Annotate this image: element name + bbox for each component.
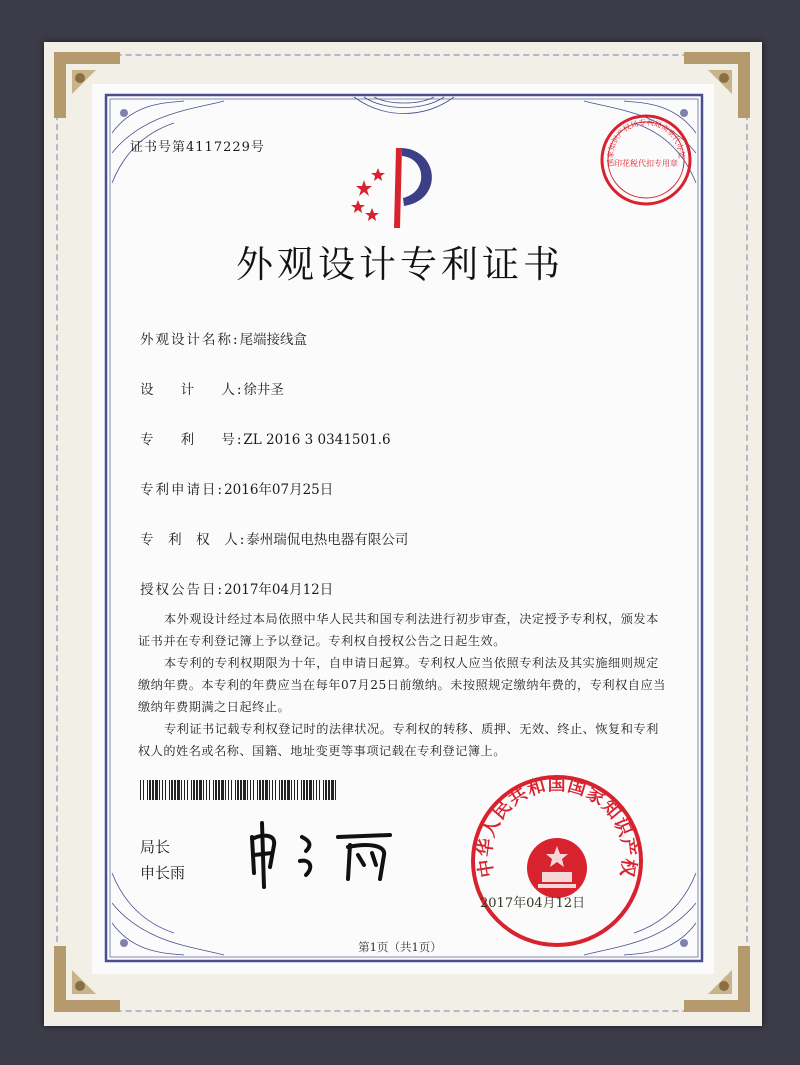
field-value: 尾端接线盒 [239, 332, 308, 348]
barcode-bar [240, 780, 242, 800]
handwritten-signature [240, 815, 410, 895]
field-value: 徐井圣 [243, 382, 284, 398]
barcode-bar [259, 780, 261, 800]
barcode-bar [287, 780, 290, 800]
barcode-bar [171, 780, 173, 800]
barcode-bar [169, 780, 170, 800]
barcode-bar [184, 780, 185, 800]
field-grant-date [140, 578, 333, 598]
barcode-bar [316, 780, 317, 800]
barcode-bar [301, 780, 302, 800]
barcode-bar [243, 780, 246, 800]
seal-text: 中华人民共和国国家知识产权 [474, 774, 640, 880]
barcode-bar [279, 780, 280, 800]
barcode-bar [174, 780, 176, 800]
barcode-bar [323, 780, 324, 800]
field-label: 专利申请日: [140, 482, 225, 498]
field-value: ZL 2016 3 0341501.6 [243, 432, 391, 448]
barcode-bar [325, 780, 327, 800]
barcode-bar [143, 780, 144, 800]
tax-stamp-seal [596, 110, 696, 210]
barcode-bar [213, 780, 214, 800]
field-label: 专 利 号: [140, 432, 244, 448]
body-paragraph-1: 本外观设计经过本局依照中华人民共和国专利法进行初步审查，决定授予专利权，颁发本证书并在专利登记簿上予以登记。专利权自授权公告之日起生效。 [138, 612, 659, 648]
barcode-bar [193, 780, 195, 800]
barcode-bar [199, 780, 202, 800]
seal-date: 2017年04月12日 [480, 896, 586, 911]
barcode-bar [221, 780, 224, 800]
barcode-bar [191, 780, 192, 800]
barcode-bar [294, 780, 295, 800]
body-paragraph-3: 专利证书记载专利权登记时的法律状况。专利权的转移、质押、无效、终止、恢复和专利权人的姓名或名称、国籍、地址变更等事项记载在专利登记簿上。 [138, 722, 659, 758]
barcode-bar [203, 780, 204, 800]
barcode [140, 780, 340, 800]
barcode-bar [237, 780, 239, 800]
barcode-bar [313, 780, 314, 800]
barcode-bar [319, 780, 320, 800]
barcode-bar [147, 780, 148, 800]
barcode-bar [247, 780, 248, 800]
barcode-bar [265, 780, 268, 800]
page-footer: 第1页（共1页） [358, 940, 442, 954]
field-value: 泰州瑞侃电热电器有限公司 [246, 532, 409, 548]
barcode-bar [257, 780, 258, 800]
field-designer [140, 378, 284, 398]
barcode-bar [331, 780, 334, 800]
barcode-bar [162, 780, 163, 800]
barcode-bar [159, 780, 160, 800]
barcode-bar [275, 780, 276, 800]
field-value: 2017年04月12日 [224, 582, 334, 598]
barcode-bar [181, 780, 182, 800]
barcode-bar [235, 780, 236, 800]
barcode-bar [196, 780, 198, 800]
field-label: 专 利 权 人: [140, 532, 247, 548]
barcode-bar [328, 780, 330, 800]
certificate-number: 证书号第4117229号 [130, 140, 265, 155]
barcode-bar [215, 780, 217, 800]
field-design-name [140, 328, 307, 348]
field-patentee [140, 528, 408, 548]
body-paragraph-2: 本专利的专利权期限为十年，自申请日起算。专利权人应当依照专利法及其实施细则规定缴纳年费。本专利的年费应当在每年07月25日前缴纳。未按照规定缴纳年费的，专利权自应当缴纳年费期满之日起终止。 [138, 656, 666, 714]
barcode-bar [262, 780, 264, 800]
field-label: 设 计 人: [140, 382, 244, 398]
barcode-bar [140, 780, 141, 800]
state-ipo-seal [468, 772, 646, 950]
barcode-bar [165, 780, 166, 800]
barcode-bar [149, 780, 151, 800]
field-application-date [140, 478, 333, 498]
field-label: 授权公告日: [140, 582, 225, 598]
tax-stamp-text: 国家知识产权局专利局南京代办处 [605, 117, 687, 168]
signatory-name: 申长雨 [140, 864, 186, 882]
barcode-bar [206, 780, 207, 800]
barcode-bar [269, 780, 270, 800]
barcode-bar [253, 780, 254, 800]
barcode-bar [272, 780, 273, 800]
barcode-bar [297, 780, 298, 800]
barcode-bar [152, 780, 154, 800]
barcode-bar [218, 780, 220, 800]
barcode-bar [225, 780, 226, 800]
barcode-bar [228, 780, 229, 800]
barcode-bar [177, 780, 180, 800]
tax-stamp-inner: 印花税代扣专用章 [614, 159, 678, 168]
barcode-bar [187, 780, 188, 800]
field-patent-number [140, 428, 391, 448]
barcode-bar [155, 780, 158, 800]
barcode-bar [306, 780, 308, 800]
signatory-title: 局长 [140, 838, 171, 856]
barcode-bar [284, 780, 286, 800]
barcode-bar [303, 780, 305, 800]
patent-office-logo [344, 140, 454, 232]
barcode-bar [281, 780, 283, 800]
barcode-bar [250, 780, 251, 800]
barcode-bar [231, 780, 232, 800]
field-label: 外观设计名称: [140, 332, 240, 348]
barcode-bar [291, 780, 292, 800]
barcode-bar [209, 780, 210, 800]
certificate-title: 外观设计专利证书 [236, 243, 564, 286]
barcode-bar [309, 780, 312, 800]
barcode-bar [335, 780, 336, 800]
field-value: 2016年07月25日 [224, 482, 334, 498]
